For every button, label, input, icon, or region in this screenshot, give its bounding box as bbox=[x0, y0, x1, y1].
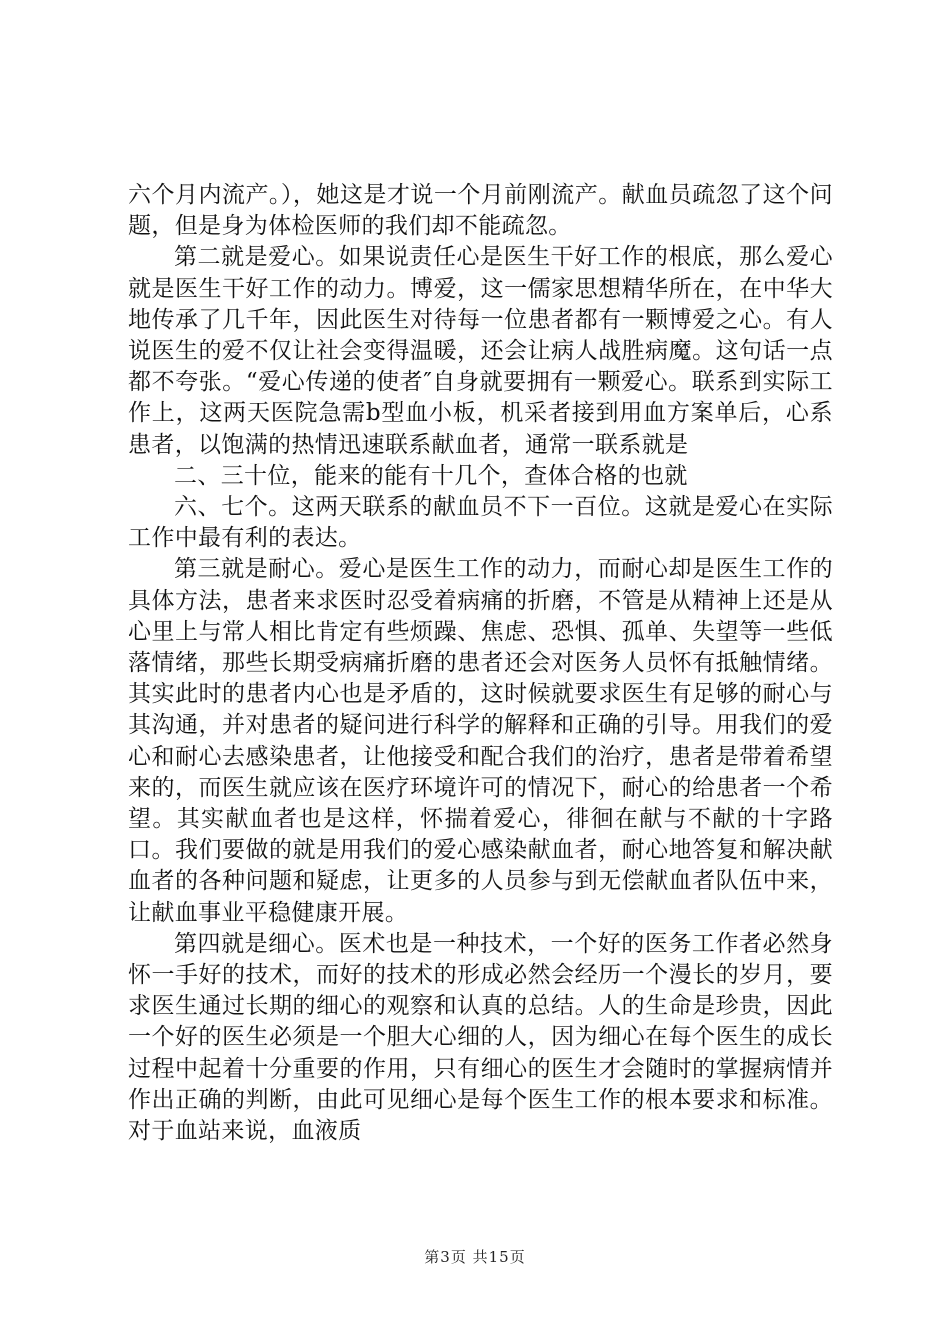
paragraph-patience: 第三就是耐心。爱心是医生工作的动力，而耐心却是医生工作的具体方法，患者来求医时忍受着病痛的折磨，不管是从精神上还是从心里上与常人相比肯定有些烦躁、焦虑、恐惧、孤单、失望等一些低落情绪，那些长期受病痛折磨的患者还会对医务人员怀有抵触情绪。其实此时的患者内心也是矛盾的，这时候就要求医生有足够的耐心与其沟通，并对患者的疑问进行科学的解释和正确的引导。用我们的爱心和耐心去感染患者，让他接受和配合我们的治疗，患者是带着希望来的，而医生就应该在医疗环境许可的情况下，耐心的给患者一个希望。其实献血者也是这样，怀揣着爱心，徘徊在献与不献的十字路口。我们要做的就是用我们的爱心感染献血者，耐心地答复和解决献血者的各种问题和疑虑，让更多的人员参与到无偿献血者队伍中来，让献血事业平稳健康开展。 bbox=[128, 556, 833, 926]
paragraph-love: 第二就是爱心。如果说责任心是医生干好工作的根底，那么爱心就是医生干好工作的动力。博爱，这一儒家思想精华所在，在中华大地传承了几千年，因此医生对待每一位患者都有一颗博爱之心。有人说医生的爱不仅让社会变得温暖，还会让病人战胜病魔。这句话一点都不夸张。“爱心传递的使者″自身就要拥有一颗爱心。联系到实际工作上，这两天医院急需b型血小板，机采者接到用血方案单后，心系患者，以饱满的热情迅速联系献血者，通常一联系就是 bbox=[128, 244, 833, 458]
paragraph-carefulness: 第四就是细心。医术也是一种技术，一个好的医务工作者必然身怀一手好的技术，而好的技术的形成必然会经历一个漫长的岁月，要求医生通过长期的细心的观察和认真的总结。人的生命是珍贵，因此一个好的医生必须是一个胆大心细的人，因为细心在每个医生的成长过程中起着十分重要的作用，只有细心的医生才会随时的掌握病情并作出正确的判断，由此可见细心是每个医生工作的根本要求和标准。对于血站来说，血液质 bbox=[128, 930, 833, 1145]
paragraph-numbers-1: 二、三十位，能来的能有十几个，查体合格的也就 bbox=[174, 462, 688, 489]
paragraph-continuation: 六个月内流产。），她这是才说一个月前刚流产。献血员疏忽了这个问题，但是身为体检医师的我们却不能疏忽。 bbox=[128, 182, 833, 240]
document-body bbox=[128, 180, 833, 1147]
page-footer: 第3页 共15页 bbox=[424, 1248, 526, 1266]
paragraph-numbers-2: 六、七个。这两天联系的献血员不下一百位。这就是爱心在实际工作中最有利的表达。 bbox=[128, 494, 833, 552]
